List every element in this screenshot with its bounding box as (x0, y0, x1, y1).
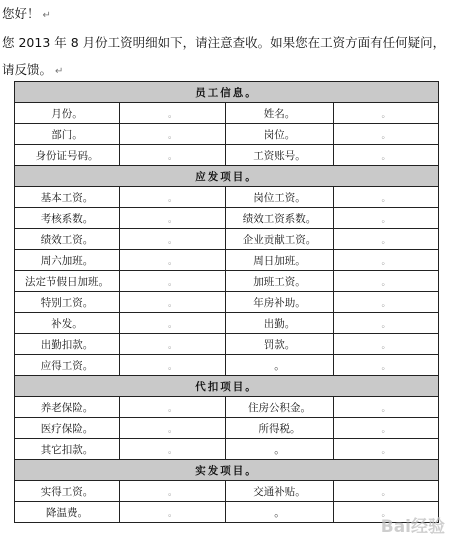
field-label: 养老保险。 (15, 397, 120, 418)
field-label: 岗位工资。 (226, 187, 334, 208)
table-row (15, 313, 439, 334)
section-title: 代扣项目。 (15, 376, 439, 397)
field-label: 其它扣款。 (15, 439, 120, 460)
field-label: 。 (226, 439, 334, 460)
field-value[interactable]: 。 (334, 334, 439, 355)
section-header (15, 82, 439, 103)
table-row (15, 418, 439, 439)
field-label: 绩效工资系数。 (226, 208, 334, 229)
table-row (15, 481, 439, 502)
table-row (15, 292, 439, 313)
field-value[interactable]: 。 (120, 187, 226, 208)
field-label: 加班工资。 (226, 271, 334, 292)
field-label: 。 (226, 355, 334, 376)
field-value[interactable]: 。 (120, 250, 226, 271)
table-row (15, 355, 439, 376)
watermark: Bai经验 (380, 517, 445, 537)
section-title: 实发项目。 (15, 460, 439, 481)
field-value[interactable]: 。 (120, 418, 226, 439)
section-header (15, 166, 439, 187)
field-label: 应得工资。 (15, 355, 120, 376)
field-value[interactable]: 。 (334, 187, 439, 208)
field-label: 降温费。 (15, 502, 120, 523)
field-value[interactable]: 。 (120, 145, 226, 166)
field-value[interactable]: 。 (334, 481, 439, 502)
field-value[interactable]: 。 (334, 313, 439, 334)
field-label: 实得工资。 (15, 481, 120, 502)
field-value[interactable]: 。 (120, 313, 226, 334)
field-label: 住房公积金。 (226, 397, 334, 418)
field-label: 年房补助。 (226, 292, 334, 313)
field-value[interactable]: 。 (334, 397, 439, 418)
field-value[interactable]: 。 (120, 229, 226, 250)
body-text: 您 2013 年 8 月份工资明细如下，请注意查收。如果您在工资方面有任何疑问，请反馈。 (2, 35, 446, 77)
table-row (15, 250, 439, 271)
body-paragraph (2, 29, 447, 85)
field-label: 企业贡献工资。 (226, 229, 334, 250)
salary-table (14, 81, 439, 523)
field-label: 工资账号。 (226, 145, 334, 166)
table-row (15, 103, 439, 124)
field-label: 罚款。 (226, 334, 334, 355)
table-row (15, 271, 439, 292)
table-row (15, 229, 439, 250)
field-label: 姓名。 (226, 103, 334, 124)
intro-text (2, 0, 447, 85)
table-row (15, 334, 439, 355)
field-label: 医疗保险。 (15, 418, 120, 439)
field-value[interactable]: 。 (120, 292, 226, 313)
field-value[interactable]: 。 (120, 124, 226, 145)
field-label: 考核系数。 (15, 208, 120, 229)
field-label: 出勤。 (226, 313, 334, 334)
field-value[interactable]: 。 (334, 292, 439, 313)
section-header (15, 376, 439, 397)
field-value[interactable]: 。 (334, 145, 439, 166)
field-value[interactable]: 。 (120, 355, 226, 376)
field-value[interactable]: 。 (120, 208, 226, 229)
section-header (15, 460, 439, 481)
section-title: 员工信息。 (15, 82, 439, 103)
table-row (15, 439, 439, 460)
table-row (15, 208, 439, 229)
greeting: 您好！ (2, 6, 40, 21)
field-label: 周日加班。 (226, 250, 334, 271)
paragraph-mark-icon: ↵ (42, 10, 51, 21)
field-value[interactable]: 。 (120, 103, 226, 124)
field-value[interactable]: 。 (120, 439, 226, 460)
field-value[interactable]: 。 (334, 103, 439, 124)
field-label: 基本工资。 (15, 187, 120, 208)
field-label: 交通补贴。 (226, 481, 334, 502)
field-label: 所得税。 (226, 418, 334, 439)
field-value[interactable]: 。 (120, 481, 226, 502)
table-row (15, 397, 439, 418)
field-value[interactable]: 。 (334, 418, 439, 439)
table-row (15, 124, 439, 145)
field-label: 岗位。 (226, 124, 334, 145)
field-value[interactable]: 。 (334, 250, 439, 271)
field-value[interactable]: 。 (334, 229, 439, 250)
table-row (15, 187, 439, 208)
field-label: 出勤扣款。 (15, 334, 120, 355)
field-value[interactable]: 。 (334, 271, 439, 292)
field-label: 月份。 (15, 103, 120, 124)
field-label: 绩效工资。 (15, 229, 120, 250)
field-value[interactable]: 。 (334, 439, 439, 460)
greeting-line (2, 0, 447, 29)
field-value[interactable]: 。 (120, 397, 226, 418)
field-label: 。 (226, 502, 334, 523)
field-label: 身份证号码。 (15, 145, 120, 166)
table-row (15, 502, 439, 523)
field-value[interactable]: 。 (334, 502, 439, 523)
paragraph-mark-icon: ↵ (55, 66, 64, 77)
field-label: 周六加班。 (15, 250, 120, 271)
field-value[interactable]: 。 (334, 355, 439, 376)
table-row (15, 145, 439, 166)
field-label: 法定节假日加班。 (15, 271, 120, 292)
field-label: 补发。 (15, 313, 120, 334)
field-label: 部门。 (15, 124, 120, 145)
section-title: 应发项目。 (15, 166, 439, 187)
field-value[interactable]: 。 (334, 208, 439, 229)
field-value[interactable]: 。 (334, 124, 439, 145)
field-value[interactable]: 。 (120, 502, 226, 523)
field-label: 特别工资。 (15, 292, 120, 313)
field-value[interactable]: 。 (120, 334, 226, 355)
field-value[interactable]: 。 (120, 271, 226, 292)
